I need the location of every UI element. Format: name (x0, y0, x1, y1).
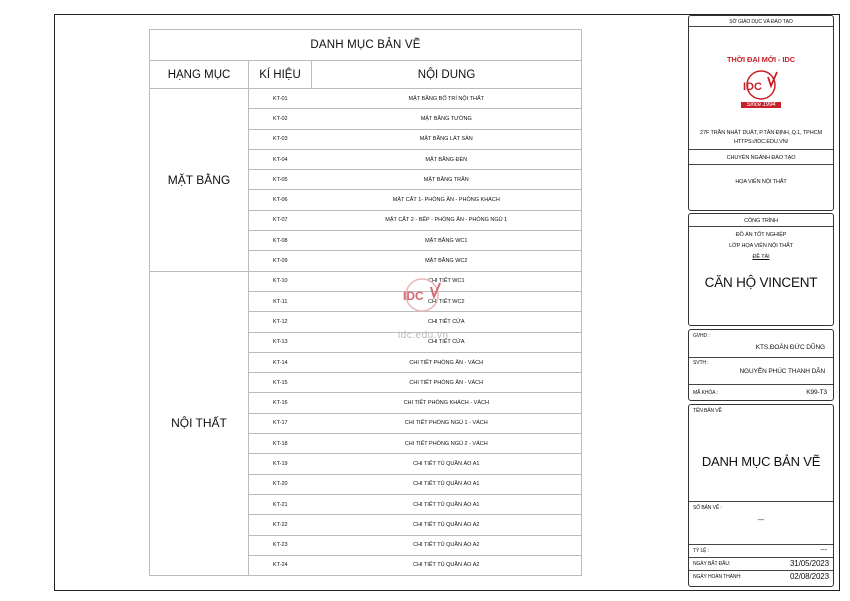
description-cell: MẶT CẮT 1- PHÒNG ĂN - PHÒNG KHÁCH (312, 190, 582, 210)
class-name: LỚP HỌA VIÊN NỘI THẤT (729, 243, 793, 249)
code-cell: KT-05 (249, 170, 312, 190)
watermark-logo-text: IDC (403, 289, 424, 303)
code-cell: KT-13 (249, 332, 312, 352)
description-cell: CHI TIẾT PHÒNG NGỦ 2 - VÁCH (312, 434, 582, 454)
code-cell: KT-24 (249, 555, 312, 575)
description-cell: MẶT BẰNG WC1 (312, 231, 582, 251)
description-cell: CHI TIẾT TỦ QUẦN ÁO A2 (312, 555, 582, 575)
course-value: K99-T3 (806, 389, 827, 396)
topic-label: ĐỀ TÀI (752, 254, 770, 260)
group-cell: MẶT BẰNG (150, 89, 249, 272)
code-cell: KT-21 (249, 494, 312, 514)
header-code: KÍ HIỆU (249, 61, 312, 89)
scale-value: --- (820, 547, 827, 554)
code-cell: KT-04 (249, 149, 312, 169)
major-value: HỌA VIÊN NỘI THẤT (735, 179, 787, 185)
code-cell: KT-07 (249, 210, 312, 230)
description-cell: CHI TIẾT TỦ QUẦN ÁO A2 (312, 515, 582, 535)
code-cell: KT-08 (249, 231, 312, 251)
description-cell: CHI TIẾT WC1 (312, 271, 582, 291)
header-category: HẠNG MỤC (150, 61, 249, 89)
table-row (150, 89, 582, 109)
description-cell: CHI TIẾT PHÒNG ĂN - VÁCH (312, 373, 582, 393)
description-cell: MẶT BẰNG WC2 (312, 251, 582, 271)
table-row (150, 271, 582, 291)
title-block-brand (688, 15, 834, 211)
code-cell: KT-12 (249, 312, 312, 332)
description-cell: CHI TIẾT PHÒNG KHÁCH - VÁCH (312, 393, 582, 413)
code-cell: KT-17 (249, 413, 312, 433)
watermark-site: idc.edu.vn (398, 330, 449, 341)
description-cell: CHI TIẾT TỦ QUẦN ÁO A1 (312, 474, 582, 494)
description-cell: CHI TIẾT TỦ QUẦN ÁO A2 (312, 535, 582, 555)
svth-value: NGUYỄN PHÚC THANH DÂN (739, 368, 825, 375)
project-label: CÔNG TRÌNH (744, 218, 778, 224)
code-cell: KT-01 (249, 89, 312, 109)
major-label: CHUYÊN NGÀNH ĐÀO TẠO (726, 155, 796, 161)
code-cell: KT-19 (249, 454, 312, 474)
since-badge: Since 1994 (741, 102, 781, 108)
gvhd-label: GVHD : (693, 333, 710, 339)
code-cell: KT-23 (249, 535, 312, 555)
description-cell: MẶT BẰNG ĐÈN (312, 149, 582, 169)
title-block-project (688, 213, 834, 326)
description-cell: MẶT BẰNG LÁT SÀN (312, 129, 582, 149)
code-cell: KT-10 (249, 271, 312, 291)
end-date-label: NGÀY HOÀN THÀNH: (693, 574, 742, 580)
description-cell: CHI TIẾT TỦ QUẦN ÁO A1 (312, 494, 582, 514)
address: 27F TRẦN NHẬT DUẬT, P.TÂN ĐỊNH, Q.1, TPHCM (700, 130, 822, 136)
brand-name: THỜI ĐẠI MỚI - IDC (726, 55, 796, 64)
code-cell: KT-06 (249, 190, 312, 210)
drawing-list-table (149, 29, 582, 576)
sheet-no-value: --- (757, 517, 765, 524)
logo-text: IDC (743, 81, 762, 93)
header-content: NỘI DUNG (312, 61, 582, 89)
website: HTTPS://IDC.EDU.VN/ (733, 139, 789, 145)
description-cell: MẶT BẰNG TRẦN (312, 170, 582, 190)
start-date-label: NGÀY BẮT ĐẦU: (693, 561, 731, 567)
description-cell: CHI TIẾT PHÒNG ĂN - VÁCH (312, 352, 582, 372)
scale-label: TỶ LỆ : (693, 548, 709, 554)
code-cell: KT-09 (249, 251, 312, 271)
code-cell: KT-18 (249, 434, 312, 454)
sheet-title-label: TÊN BẢN VẼ (693, 408, 722, 414)
code-cell: KT-16 (249, 393, 312, 413)
description-cell: MẶT CẮT 2 - BẾP - PHÒNG ĂN - PHÒNG NGỦ 1 (312, 210, 582, 230)
code-cell: KT-14 (249, 352, 312, 372)
sheet-no-label: SỐ BẢN VẼ : (693, 505, 722, 511)
description-cell: CHI TIẾT TỦ QUẦN ÁO A1 (312, 454, 582, 474)
title-block-sheet (688, 404, 834, 587)
description-cell: CHI TIẾT WC2 (312, 291, 582, 311)
start-date-value: 31/05/2023 (789, 559, 829, 568)
description-cell: MẶT BẰNG BỐ TRÍ NỘI THẤT (312, 89, 582, 109)
idc-watermark-logo (398, 277, 450, 317)
code-cell: KT-02 (249, 109, 312, 129)
thesis-label: ĐỒ ÁN TỐT NGHIỆP (735, 232, 787, 238)
description-cell: CHI TIẾT CỬA (312, 312, 582, 332)
gvhd-value: KTS.ĐOÀN ĐỨC DŨNG (755, 344, 825, 351)
description-cell: CHI TIẾT CỬA (312, 332, 582, 352)
sheet-title: DANH MỤC BẢN VẼ (701, 454, 821, 469)
title-block-people (688, 329, 834, 401)
description-cell: CHI TIẾT PHÒNG NGỦ 1 - VÁCH (312, 413, 582, 433)
project-name: CĂN HỘ VINCENT (704, 275, 818, 290)
code-cell: KT-11 (249, 291, 312, 311)
code-cell: KT-15 (249, 373, 312, 393)
dept-label: SỞ GIÁO DỤC VÀ ĐÀO TẠO (729, 19, 793, 25)
code-cell: KT-03 (249, 129, 312, 149)
drawing-list-title: DANH MỤC BẢN VẼ (150, 30, 582, 61)
end-date-value: 02/08/2023 (789, 572, 829, 581)
group-cell: NỘI THẤT (150, 271, 249, 575)
code-cell: KT-22 (249, 515, 312, 535)
svth-label: SVTH : (693, 360, 709, 366)
description-cell: MẶT BẰNG TƯỜNG (312, 109, 582, 129)
code-cell: KT-20 (249, 474, 312, 494)
course-label: MÃ KHÓA : (693, 390, 718, 396)
